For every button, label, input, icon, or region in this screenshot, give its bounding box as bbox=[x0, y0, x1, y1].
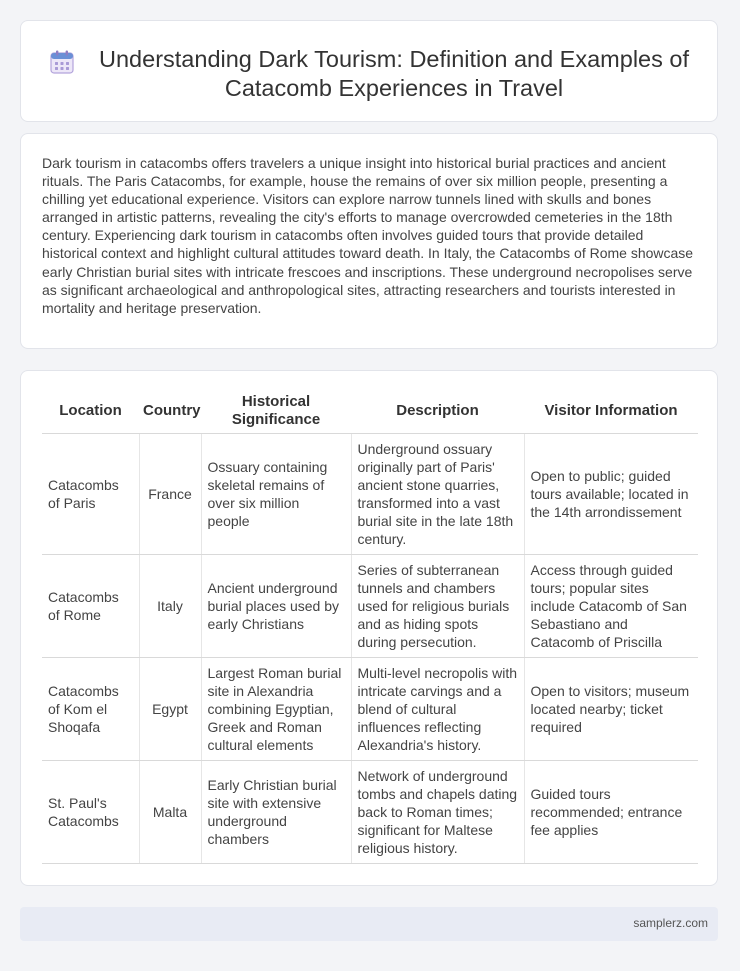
cell-description: Multi-level necropolis with intricate carvings and a blend of cultural influences reflecting Alexandria's history. bbox=[351, 658, 524, 761]
cell-country: Italy bbox=[139, 555, 201, 658]
header-location: Location bbox=[42, 388, 139, 434]
cell-significance: Ancient underground burial places used by early Christians bbox=[201, 555, 351, 658]
header-visitor-info: Visitor Information bbox=[524, 388, 698, 434]
cell-significance: Ossuary containing skeletal remains of over six million people bbox=[201, 434, 351, 555]
table-header-row bbox=[42, 388, 698, 434]
table-row bbox=[42, 555, 698, 658]
cell-visitor-info: Access through guided tours; popular sites include Catacomb of San Sebastiano and Catacomb of Priscilla bbox=[524, 555, 698, 658]
table-card bbox=[20, 370, 718, 886]
header-description: Description bbox=[351, 388, 524, 434]
catacombs-table bbox=[42, 388, 698, 864]
title-card bbox=[20, 20, 718, 122]
cell-visitor-info: Open to public; guided tours available; located in the 14th arrondissement bbox=[524, 434, 698, 555]
cell-location: St. Paul's Catacombs bbox=[42, 761, 139, 864]
intro-card bbox=[20, 133, 718, 349]
cell-description: Network of underground tombs and chapels dating back to Roman times; significant for Maltese religious history. bbox=[351, 761, 524, 864]
cell-significance: Largest Roman burial site in Alexandria combining Egyptian, Greek and Roman cultural elements bbox=[201, 658, 351, 761]
cell-country: France bbox=[139, 434, 201, 555]
cell-location: Catacombs of Rome bbox=[42, 555, 139, 658]
cell-visitor-info: Open to visitors; museum located nearby; ticket required bbox=[524, 658, 698, 761]
cell-country: Egypt bbox=[139, 658, 201, 761]
cell-description: Underground ossuary originally part of Paris' ancient stone quarries, transformed into a vast burial site in the late 18th century. bbox=[351, 434, 524, 555]
cell-significance: Early Christian burial site with extensive underground chambers bbox=[201, 761, 351, 864]
calendar-icon bbox=[49, 49, 75, 75]
table-row bbox=[42, 658, 698, 761]
cell-visitor-info: Guided tours recommended; entrance fee applies bbox=[524, 761, 698, 864]
footer-site-link[interactable]: samplerz.com bbox=[633, 916, 708, 930]
footer bbox=[20, 907, 718, 941]
cell-country: Malta bbox=[139, 761, 201, 864]
header-country: Country bbox=[139, 388, 201, 434]
cell-location: Catacombs of Paris bbox=[42, 434, 139, 555]
table-row bbox=[42, 434, 698, 555]
cell-description: Series of subterranean tunnels and chambers used for religious burials and as hiding spots during persecution. bbox=[351, 555, 524, 658]
cell-location: Catacombs of Kom el Shoqafa bbox=[42, 658, 139, 761]
table-row bbox=[42, 761, 698, 864]
page-title: Understanding Dark Tourism: Definition and Examples of Catacomb Experiences in Travel bbox=[99, 46, 689, 101]
intro-paragraph: Dark tourism in catacombs offers travelers a unique insight into historical burial practices and ancient rituals. The Paris Catacombs, for example, house the remains of over six million people, presenting a chilling yet educational experience. Visitors can explore narrow tunnels lined with skulls and bones arranged in artistic patterns, revealing the city's efforts to manage overcrowded cemeteries in the 18th century. Experiencing dark tourism in catacombs often involves guided tours that provide detailed historical context and highlight cultural attitudes toward death. In Italy, the Catacombs of Rome showcase early Christian burial sites with intricate frescoes and inscriptions. These underground necropolises serve as significant archaeological and anthropological sites, attracting researchers and tourists interested in mortality and heritage preservation. bbox=[42, 155, 694, 316]
header-significance: Historical Significance bbox=[201, 388, 351, 434]
